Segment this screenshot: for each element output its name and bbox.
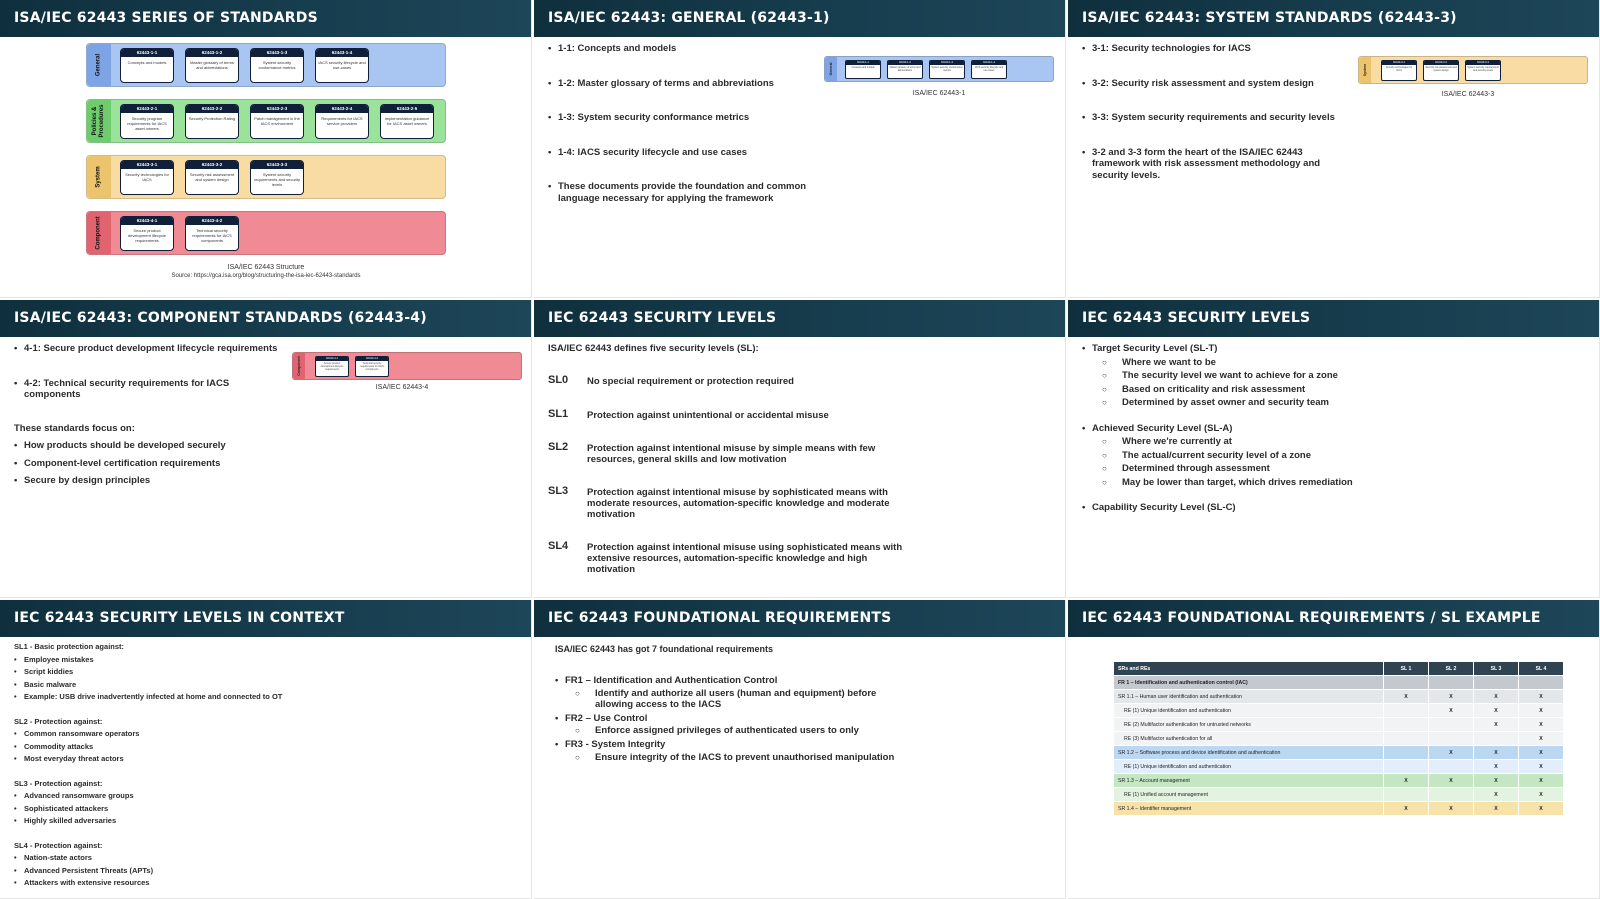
sl-cell: [1429, 676, 1474, 690]
sl-cell: X: [1519, 732, 1564, 746]
card-text: Security risk assessment and system design: [189, 172, 235, 182]
table-header: SL 1: [1384, 662, 1429, 676]
row-label: RE (1) Unique identification and authentication: [1114, 760, 1384, 774]
levels-intro: ISA/IEC 62443 defines five security levels (SL):: [548, 343, 759, 354]
requirements-table: [1113, 661, 1564, 816]
sl-cell: [1429, 788, 1474, 802]
row-label: SR 1.2 – Software process and device identification and authentication: [1114, 746, 1384, 760]
row-label: SR 1.4 – Identifier management: [1114, 802, 1384, 816]
standard-card: [250, 48, 304, 83]
card-text: Technical security requirements for IACS components: [192, 228, 232, 243]
card-code: 62443-2-2: [186, 105, 238, 113]
sl-cell: [1384, 718, 1429, 732]
band-label: Component: [95, 216, 102, 250]
context-item: • Sophisticated attackers: [14, 804, 108, 813]
diagram-source: Source: https://gca.isa.org/blog/structuring-the-isa-iec-62443-standards: [171, 273, 361, 279]
sl-cell: X: [1519, 704, 1564, 718]
fr-item: • FR1 – Identification and Authentication Control ○ Identify and authorize all users (human and equipment) before allowing access to the IACS: [555, 675, 915, 710]
sl-cell: X: [1429, 746, 1474, 760]
standard-card: [120, 216, 174, 251]
sl-cell: X: [1429, 802, 1474, 816]
sl-cell: X: [1519, 788, 1564, 802]
card-code: 62443-2-1: [121, 105, 173, 113]
standard-card: [250, 104, 304, 139]
bullet: • 3-2: Security risk assessment and system design: [1082, 78, 1344, 90]
bullet: • 1-1: Concepts and models: [548, 43, 818, 55]
sl-cell: X: [1474, 760, 1519, 774]
bullet: • These documents provide the foundation and common language necessary for applying the framework: [548, 181, 818, 204]
diagram-caption: ISA/IEC 62443-3: [1441, 91, 1495, 98]
mini-diagram-system: [1358, 56, 1588, 84]
row-label: RE (2) Multifactor authentication for untrusted networks: [1114, 718, 1384, 732]
table-header-row: [1114, 662, 1564, 676]
table-row: [1114, 802, 1564, 816]
context-item: • Most everyday threat actors: [14, 754, 124, 763]
card-text: Security Protection Rating: [188, 116, 236, 121]
context-item: • Basic malware: [14, 680, 76, 689]
card-text: Implementation guidance for IACS asset owners: [384, 116, 430, 126]
standard-card: [185, 104, 239, 139]
band-label: System: [95, 166, 102, 188]
card-text: Security program requirements for IACS asset owners: [127, 116, 167, 131]
card-text: System security requirements and security levels: [253, 172, 301, 187]
sl-cell: [1474, 732, 1519, 746]
slide-title: ISA/IEC 62443: GENERAL (62443-1): [534, 0, 1065, 37]
standard-card: [120, 160, 174, 195]
context-item: • Script kiddies: [14, 667, 73, 676]
sl-cell: [1384, 704, 1429, 718]
bullet: • Secure by design principles: [14, 475, 294, 487]
slide-levels-in-context: [0, 600, 532, 899]
slide-series-of-standards: [0, 0, 532, 298]
card-code: 62443-3-1: [121, 161, 173, 169]
card-text: Patch management in the IACS environment: [254, 116, 300, 126]
standards-band: [86, 43, 446, 87]
standard-card: [315, 48, 369, 83]
sl-cell: [1384, 788, 1429, 802]
card-code: 62443-4-1: [121, 217, 173, 225]
table-row: [1114, 690, 1564, 704]
card-text: Secure product development lifecycle requirements: [127, 228, 167, 243]
sl-cell: [1384, 676, 1429, 690]
level-type: • Capability Security Level (SL-C): [1082, 502, 1582, 514]
focus-list: [14, 440, 294, 487]
card-code: 62443-3-3: [251, 161, 303, 169]
table-header: SL 3: [1474, 662, 1519, 676]
standard-card: [120, 104, 174, 139]
card-text: Concepts and models: [127, 60, 167, 65]
table-row: [1114, 788, 1564, 802]
mini-diagram-general: [824, 56, 1054, 82]
slide-component-standards: [0, 300, 532, 598]
row-label: RE (3) Multifactor authentication for all: [1114, 732, 1384, 746]
sl-cell: X: [1519, 718, 1564, 732]
table-header: SRs and REs: [1114, 662, 1384, 676]
sl-cell: X: [1474, 788, 1519, 802]
card-code: 62443-1-2: [186, 49, 238, 57]
band-label: General: [95, 53, 102, 77]
context-item: • Commodity attacks: [14, 742, 93, 751]
slide-security-levels: IEC 62443 SECURITY LEVELS ISA/IEC 62443 defines five security levels (SL): SL0 No special requirement or protection required SL1 Protection against unintentional or accidental misuse SL2 Protection against intentional misuse by simple means with few resources, general skills and low motivation SL3 Protection against intentional misuse by sophisticated means with moderate resources, automation-specific knowledge and moderate motivation SL4 Protection against intentional misuse using sophisticated means with extensive resources, automation-specific knowledge and high motivation: [534, 300, 1066, 598]
sl-cell: X: [1384, 802, 1429, 816]
bullet: • How products should be developed securely: [14, 440, 294, 452]
mini-card: 62443-3-2 Security risk assessment and system design: [1423, 60, 1459, 81]
table-header: SL 4: [1519, 662, 1564, 676]
card-text: IACS security lifecycle and use-cases: [318, 60, 366, 70]
row-label: FR 1 – Identification and authentication control (IAC): [1114, 676, 1384, 690]
row-label: RE (1) Unique identification and authentication: [1114, 704, 1384, 718]
row-label: SR 1.1 – Human user identification and authentication: [1114, 690, 1384, 704]
sl-cell: X: [1474, 690, 1519, 704]
sl-cell: [1384, 732, 1429, 746]
sl-cell: X: [1384, 774, 1429, 788]
level-type: • Target Security Level (SL-T) ○ Where we want to be ○ The security level we want to achieve for a zone ○ Based on criticality and risk assessment ○ Determined by asset owner and security team: [1082, 343, 1582, 410]
sl-cell: X: [1519, 760, 1564, 774]
standard-card: [185, 48, 239, 83]
sl-cell: X: [1474, 704, 1519, 718]
context-heading: SL1 - Basic protection against:: [14, 642, 125, 651]
sl-cell: X: [1519, 690, 1564, 704]
standards-band: [86, 99, 446, 143]
row-label: SR 1.3 – Account management: [1114, 774, 1384, 788]
bullet: • 4-2: Technical security requirements for IACS components: [14, 378, 254, 401]
slide-security-level-types: [1068, 300, 1600, 598]
sl-cell: [1429, 718, 1474, 732]
sl-cell: [1519, 676, 1564, 690]
band-label: General: [829, 62, 833, 76]
standard-card: [120, 48, 174, 83]
context-item: • Advanced Persistent Threats (APTs): [14, 866, 153, 875]
sl-cell: X: [1429, 774, 1474, 788]
card-code: 62443-1-1: [121, 49, 173, 57]
diagram-caption: ISA/IEC 62443-1: [912, 90, 966, 97]
sl-cell: X: [1474, 802, 1519, 816]
sl-cell: X: [1429, 704, 1474, 718]
standards-band: [86, 155, 446, 199]
fr-item: • FR2 – Use Control ○ Enforce assigned privileges of authenticated users to only: [555, 713, 915, 737]
diagram-caption: ISA/IEC 62443-4: [375, 384, 429, 391]
mini-diagram-component: [292, 352, 522, 380]
standard-card: [185, 216, 239, 251]
band-label: Policies & Procedures: [92, 104, 105, 138]
mini-card: 62443-1-1 Concepts and models: [845, 60, 881, 79]
table-row: [1114, 704, 1564, 718]
sl-cell: [1429, 760, 1474, 774]
standard-card: [250, 160, 304, 195]
fr-list: [555, 675, 915, 763]
bullet: • Component-level certification requirements: [14, 458, 294, 470]
mini-card: 62443-4-2 Technical security requirements for IACS components: [355, 356, 389, 377]
level-type-list: [1082, 343, 1582, 514]
bullet: • 3-1: Security technologies for IACS: [1082, 43, 1344, 55]
table-row: [1114, 676, 1564, 690]
sl-cell: X: [1519, 774, 1564, 788]
bullet-list: [548, 43, 818, 204]
context-item: • Attackers with extensive resources: [14, 878, 149, 887]
card-text: System security conformance metrics: [258, 60, 296, 70]
sl-cell: X: [1429, 690, 1474, 704]
card-text: Security technologies for IACS: [125, 172, 169, 182]
slide-title: IEC 62443 SECURITY LEVELS: [534, 300, 1065, 337]
context-item: • Common ransomware operators: [14, 729, 139, 738]
sl-cell: [1384, 760, 1429, 774]
slide-title: IEC 62443 FOUNDATIONAL REQUIREMENTS / SL EXAMPLE: [1068, 600, 1599, 637]
level-type: • Achieved Security Level (SL-A) ○ Where we're currently at ○ The actual/current security level of a zone ○ Determined through assessment ○ May be lower than target, which drives remediation: [1082, 423, 1582, 490]
card-text: Master glossary of terms and abbreviations: [190, 60, 234, 70]
row-label: RE (1) Unified account management: [1114, 788, 1384, 802]
sl-cell: [1474, 676, 1519, 690]
table-row: [1114, 760, 1564, 774]
bullet: • 3-3: System security requirements and security levels: [1082, 112, 1344, 124]
slide-general: [534, 0, 1066, 298]
context-heading: SL4 - Protection against:: [14, 840, 103, 850]
standard-card: [185, 160, 239, 195]
slide-title: IEC 62443 SECURITY LEVELS IN CONTEXT: [0, 600, 531, 637]
mini-card: 62443-1-3 System security conformance metrics: [929, 60, 965, 79]
sl-cell: X: [1384, 690, 1429, 704]
mini-card: 62443-3-3 System security requirements and security levels: [1465, 60, 1501, 81]
bullet: • 1-2: Master glossary of terms and abbreviations: [548, 78, 818, 90]
slide-title: ISA/IEC 62443: SYSTEM STANDARDS (62443-3): [1068, 0, 1599, 37]
sl-cell: X: [1519, 746, 1564, 760]
slide-sl-example: [1068, 600, 1600, 899]
table-row: [1114, 774, 1564, 788]
bullet-list: [14, 343, 294, 401]
table-row: [1114, 732, 1564, 746]
bullet-list: [1082, 43, 1344, 181]
context-item: • Highly skilled adversaries: [14, 816, 116, 825]
fr-item: • FR3 - System Integrity ○ Ensure integrity of the IACS to prevent unauthorised manipulation: [555, 739, 915, 763]
context-item: • Employee mistakes: [14, 655, 94, 664]
slide-title: ISA/IEC 62443 SERIES OF STANDARDS: [0, 0, 531, 37]
structure-diagram: [86, 43, 446, 263]
slide-title: IEC 62443 FOUNDATIONAL REQUIREMENTS: [534, 600, 1065, 637]
standard-card: [380, 104, 434, 139]
mini-card: 62443-4-1 Secure product development lifecycle requirements: [315, 356, 349, 377]
table-header: SL 2: [1429, 662, 1474, 676]
mini-card: 62443-1-2 Master glossary of terms and abbreviations: [887, 60, 923, 79]
diagram-caption: ISA/IEC 62443 Structure: [227, 264, 305, 271]
bullet: • 3-2 and 3-3 form the heart of the ISA/IEC 62443 framework with risk assessment methodology and security levels.: [1082, 147, 1344, 182]
standards-band: [86, 211, 446, 255]
sl-cell: [1384, 746, 1429, 760]
standard-card: [315, 104, 369, 139]
slide-system-standards: [1068, 0, 1600, 298]
table-row: [1114, 718, 1564, 732]
band-label: System: [1363, 63, 1367, 77]
bullet: • 1-4: IACS security lifecycle and use cases: [548, 147, 818, 159]
card-code: 62443-3-2: [186, 161, 238, 169]
context-item: • Example: USB drive inadvertently infected at home and connected to OT: [14, 692, 282, 701]
slide-title: IEC 62443 SECURITY LEVELS: [1068, 300, 1599, 337]
sl-cell: X: [1519, 802, 1564, 816]
context-heading: SL2 - Protection against:: [14, 716, 103, 726]
card-text: Requirements for IACS service providers: [321, 116, 363, 126]
context-heading: SL3 - Protection against:: [14, 778, 103, 788]
mini-card: 62443-1-4 IACS security lifecycle and use-cases: [971, 60, 1007, 79]
foundational-intro: ISA/IEC 62443 has got 7 foundational requirements: [555, 644, 774, 654]
focus-heading: These standards focus on:: [14, 423, 135, 434]
mini-card: 62443-3-1 Security technologies for IACS: [1381, 60, 1417, 81]
bullet: • 1-3: System security conformance metrics: [548, 112, 818, 124]
bullet: • 4-1: Secure product development lifecycle requirements: [14, 343, 294, 355]
card-code: 62443-1-4: [316, 49, 368, 57]
sl-cell: X: [1474, 746, 1519, 760]
context-item: • Nation-state actors: [14, 853, 92, 862]
sl-cell: X: [1474, 718, 1519, 732]
slide-title: ISA/IEC 62443: COMPONENT STANDARDS (62443-4): [0, 300, 531, 337]
slide-foundational-requirements: [534, 600, 1066, 899]
table-row: [1114, 746, 1564, 760]
card-code: 62443-2-5: [381, 105, 433, 113]
card-code: 62443-1-3: [251, 49, 303, 57]
sl-cell: [1429, 732, 1474, 746]
context-item: • Advanced ransomware groups: [14, 791, 134, 800]
card-code: 62443-2-3: [251, 105, 303, 113]
sl-cell: X: [1474, 774, 1519, 788]
band-label: Component: [297, 356, 301, 376]
card-code: 62443-2-4: [316, 105, 368, 113]
card-code: 62443-4-2: [186, 217, 238, 225]
